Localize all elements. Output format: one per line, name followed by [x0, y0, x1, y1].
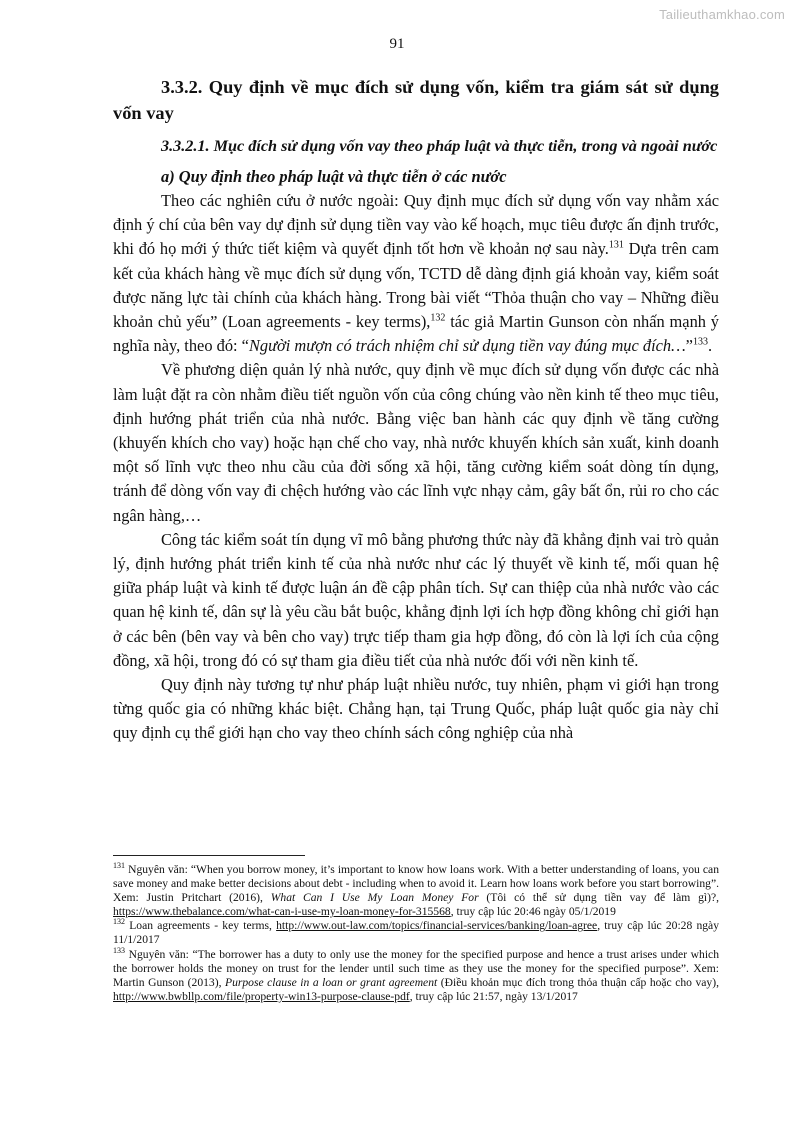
footnote-133-link[interactable]: http://www.bwbllp.com/file/property-win13-purpose-clause-pdf: [113, 989, 410, 1003]
paragraph-4: Quy định này tương tự như pháp luật nhiều nước, tuy nhiên, phạm vi giới hạn trong từng quốc gia có những khác biệt. Chẳng hạn, tại Trung Quốc, pháp luật quốc gia này chỉ quy định cụ thể giới hạn cho vay theo chính sách công nghiệp của nhà: [113, 675, 719, 743]
paragraph-3: Công tác kiểm soát tín dụng vĩ mô bằng phương thức này đã khẳng định vai trò quản lý, định hướng phát triển kinh tế của nhà nước như các lý thuyết về kinh tế, mối quan hệ giữa pháp luật và kinh tế được luận án đề cập phân tích. Sự can thiệp của nhà nước vào các quan hệ kinh tế, dân sự là yêu cầu bắt buộc, khẳng định lợi ích hợp đồng không chỉ giới hạn ở các bên (bên vay và bên cho vay) trực tiếp tham gia hợp đồng, đó còn là lợi ích của cộng đồng, xã hội, trong đó có sự tham gia điều tiết của nhà nước đối với nền kinh tế.: [113, 529, 719, 670]
footnotes: [113, 863, 719, 1004]
footnote-132-link[interactable]: http://www.out-law.com/topics/financial-services/banking/loan-agree: [276, 919, 598, 933]
subsection-heading: 3.3.2.1. Mục đích sử dụng vốn vay theo pháp luật và thực tiễn, trong và ngoài nước: [161, 137, 718, 155]
page-number: 91: [389, 36, 405, 52]
footnote-ref-133[interactable]: 133: [692, 336, 708, 348]
paragraph-2: Về phương diện quản lý nhà nước, quy định về mục đích sử dụng vốn được các nhà làm luật đặt ra còn nhằm điều tiết nguồn vốn của công chúng vào nền kinh tế theo mục tiêu, định hướng phát triển của nhà nước. Bằng việc ban hành các quy định về tăng cường (khuyến khích cho vay) hoặc hạn chế cho vay, nhà nước khuyến khích sản xuất, kinh doanh một số lĩnh vực theo nhu cầu của đời sống xã hội, tăng cường kiểm soát dòng tín dụng, tránh để dòng vốn vay đi chệch hướng vào các lĩnh vực nhạy cảm, gây bất ổn, rủi ro cho các ngân hàng,…: [113, 360, 719, 525]
footnote-132: $^{132}$ Loan agreements - key terms, http://www.out-law.com/topics/financial-services/banking/loan-agree, truy cập lúc 20:28 ngày 11/1/2017: [113, 917, 720, 947]
quote: Người mượn có trách nhiệm chỉ sử dụng tiền vay đúng mục đích…: [248, 336, 686, 356]
footnote-divider: [113, 855, 305, 856]
paragraph-1: Theo các nghiên cứu ở nước ngoài: Quy định mục đích sử dụng vốn vay nhằm xác định ý chí của bên vay dự định sử dụng tiền vay vào kế hoạch, mục tiêu được ấn định trước, khi đó họ mới ý thức tiết kiệm và quyết định tốt hơn về khoản nợ sau này.$^{131}$ Dựa trên cam kết của khách hàng về mục đích sử dụng vốn, TCTD dễ dàng định giá khoản vay, kiểm soát được năng lực tài chính của khách hàng. Trong bài viết “Thỏa thuận cho vay – Những điều khoản chủ yếu” (Loan agreements - key terms),$^{132}$ tác giả Martin Gunson còn nhấn mạnh ý nghĩa này, theo đó: “Người mượn có trách nhiệm chỉ sử dụng tiền vay đúng mục đích…”$^{133}$.: [113, 191, 719, 356]
footnote-131-link[interactable]: https://www.thebalance.com/what-can-i-use-my-loan-money-for-315568: [113, 905, 451, 919]
page-content: [113, 74, 719, 746]
footnote-ref-131[interactable]: 131: [608, 239, 624, 251]
section-heading: 3.3.2. Quy định về mục đích sử dụng vốn, kiểm tra giám sát sử dụng vốn vay: [113, 77, 719, 123]
footnote-133: $^{133}$ Nguyên văn: “The borrower has a duty to only use the money for the specified purpose and hence a trust arises under which the borrower holds the money on trust for the lender until such time as they use the money for the specified purpose”. Xem: Martin Gunson (2013), Purpose clause in a loan or grant agreement (Điều khoản mục đích trong thỏa thuận cấp hoặc cho vay), http://www.bwbllp.com/file/property-win13-purpose-clause-pdf, truy cập lúc 21:57, ngày 13/1/2017: [113, 945, 719, 1003]
watermark: Tailieuthamkhao.com: [659, 7, 785, 22]
subheading-a: a) Quy định theo pháp luật và thực tiễn ở các nước: [161, 167, 507, 186]
footnote-ref-132[interactable]: 132: [430, 312, 446, 324]
footnote-131: $^{131}$ Nguyên văn: “When you borrow money, it’s important to know how loans work. With a better understanding of loans, you can save money and make better decisions about debt - including when to avoid it. Learn how loans work before you start borrowing”. Xem: Justin Pritchart (2016), What Can I Use My Loan Money For (Tôi có thể sử dụng tiền vay để làm gì)?, https://www.thebalance.com/what-can-i-use-my-loan-money-for-315568, truy cập lúc 20:46 ngày 05/1/2019: [113, 861, 720, 919]
